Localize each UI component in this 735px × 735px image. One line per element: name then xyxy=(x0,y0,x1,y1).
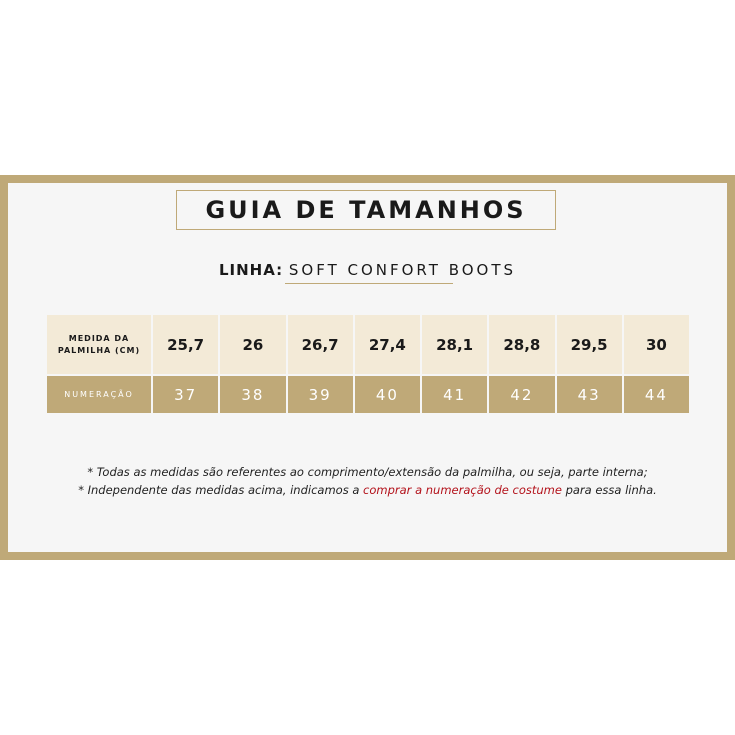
title-box xyxy=(176,190,556,230)
number-cell: 37 xyxy=(152,375,219,414)
line-prefix: LINHA: xyxy=(218,261,284,279)
footnote-2-text-after: para essa linha. xyxy=(561,483,657,497)
number-cell: 42 xyxy=(488,375,555,414)
measure-cell: 28,8 xyxy=(488,314,555,375)
measure-cell: 26,7 xyxy=(287,314,354,375)
table-row-number xyxy=(46,375,690,414)
number-cell: 44 xyxy=(623,375,690,414)
number-cell: 39 xyxy=(287,375,354,414)
footnote-1: * Todas as medidas são referentes ao comprimento/extensão da palmilha, ou seja, parte interna; xyxy=(87,465,648,479)
measure-cell: 28,1 xyxy=(421,314,488,375)
product-line-subtitle xyxy=(8,261,727,279)
line-name: SOFT CONFORT BOOTS xyxy=(288,261,517,279)
number-cell: 40 xyxy=(354,375,421,414)
number-cell: 41 xyxy=(421,375,488,414)
page-title: GUIA DE TAMANHOS xyxy=(205,196,527,224)
measure-cell: 27,4 xyxy=(354,314,421,375)
subtitle-underline xyxy=(285,283,453,284)
number-cell: 38 xyxy=(219,375,286,414)
footnote-2-text-before: * Independente das medidas acima, indicamos a xyxy=(78,483,364,497)
size-table xyxy=(45,313,691,415)
footnote-2-highlight: comprar a numeração de costume xyxy=(363,483,562,497)
size-guide-frame xyxy=(0,175,735,560)
footnote-2 xyxy=(8,481,727,499)
measure-cell: 25,7 xyxy=(152,314,219,375)
measure-cell: 26 xyxy=(219,314,286,375)
measure-cell: 30 xyxy=(623,314,690,375)
footnotes xyxy=(8,463,727,499)
row-label-number: NUMERAÇÃO xyxy=(46,375,152,414)
table-row-measure xyxy=(46,314,690,375)
size-guide-panel xyxy=(8,183,727,552)
measure-cell: 29,5 xyxy=(556,314,623,375)
number-cell: 43 xyxy=(556,375,623,414)
row-label-measure: MEDIDA DA PALMILHA (CM) xyxy=(46,314,152,375)
